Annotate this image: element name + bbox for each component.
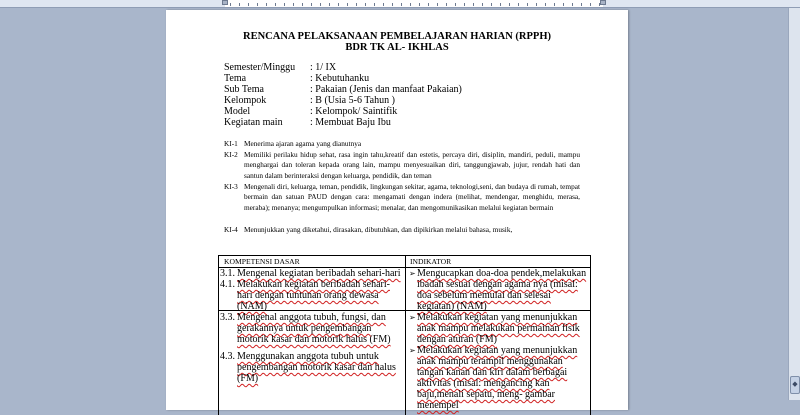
ruler-tick — [383, 3, 384, 6]
ruler-tick — [329, 3, 330, 6]
ruler-tick — [311, 3, 312, 6]
table-border — [590, 255, 591, 415]
info-label: Tema — [224, 73, 247, 84]
kd-item — [220, 268, 402, 279]
arrow-bullet-icon: ➢ — [409, 269, 416, 278]
table-border — [405, 255, 406, 415]
ruler-tick — [536, 3, 537, 6]
ruler-tick — [275, 3, 276, 6]
ruler-tick — [320, 3, 321, 6]
ruler-tick — [500, 3, 501, 6]
ruler-tick — [572, 3, 573, 6]
document-subtitle: BDR TK AL- IKHLAS — [345, 42, 449, 53]
kd-text: Menggunakan anggota tubuh untuk pengembangan motorik kasar dan halus (FM) — [237, 351, 396, 384]
info-row — [224, 117, 462, 128]
ruler-tick — [239, 3, 240, 6]
ruler-tick — [257, 3, 258, 6]
ruler-tick — [266, 3, 267, 6]
ruler-tick — [365, 3, 366, 6]
ki-code: KI-3 — [224, 182, 238, 191]
ruler-tick — [428, 3, 429, 6]
table-header-kd: KOMPETENSI DASAR — [224, 257, 300, 266]
ruler-tick — [284, 3, 285, 6]
indicator-text: Mengucapkan doa-doa pendek,melakukan ibadah sesuai dengan agama nya (misal: doa sebelum memulai dan selesai kegiatan) (NAM) — [417, 268, 587, 312]
ki-item — [224, 182, 580, 213]
kd-number: 4.3. — [220, 351, 235, 362]
ruler-tick — [509, 3, 510, 6]
kd-text: Melakukan kegiatan beribadah sehari-hari dengan tuntunan orang dewasa (NAM) — [237, 279, 390, 312]
ki-code: KI-2 — [224, 150, 238, 159]
ruler-tick — [599, 3, 600, 6]
ruler-tick — [347, 3, 348, 6]
info-value: : Membuat Baju Ibu — [310, 117, 391, 128]
ruler-tick — [248, 3, 249, 6]
left-indent-marker[interactable] — [222, 0, 228, 5]
ki-code: KI-4 — [224, 225, 238, 234]
info-value: : Kebutuhanku — [310, 73, 370, 84]
ki-text: Memiliki perilaku hidup sehat, rasa ingin tahu,kreatif dan estetis, percaya diri, disiplin, mandiri, peduli, mampu menghargai dan toleran kepada orang lain, mampu menyesuaikan diri, tanggungjawab, jujur, rendah hati dan santun dalam berinteraksi dengan keluarga, pendidik, dan teman — [244, 150, 580, 180]
info-label: Sub Tema — [224, 84, 264, 95]
horizontal-ruler[interactable] — [0, 0, 800, 8]
kd-text: Mengenal anggota tubuh, fungsi, dan gerakannya untuk pengembangan motorik kasar dan motorik halus (FM) — [237, 312, 391, 345]
ruler-tick — [446, 3, 447, 6]
ruler-tick — [581, 3, 582, 6]
kd-number: 3.3. — [220, 312, 235, 323]
ruler-tick — [554, 3, 555, 6]
ki-item — [224, 139, 580, 149]
ki-item — [224, 150, 580, 181]
indicator-text: Melakukan kegiatan yang menunjukkan anak mampu terampil menggunakan tangan kanan dan kiri dalam berbagai aktivitas (misal: mengancing kan baju,menali sepatu, meng- gambar menempel — [417, 345, 578, 411]
arrow-bullet-icon: ➢ — [409, 313, 416, 322]
ki-item — [224, 225, 580, 235]
ruler-tick — [527, 3, 528, 6]
kd-text: Mengenal kegiatan beribadah sehari-hari — [237, 268, 401, 279]
info-value: : Kelompok/ Saintifik — [310, 106, 398, 117]
info-block — [224, 62, 462, 128]
ruler-tick — [518, 3, 519, 6]
ki-text: Menerima ajaran agama yang dianutnya — [244, 139, 362, 148]
table-header-indicator: INDIKATOR — [410, 257, 452, 266]
ruler-tick — [545, 3, 546, 6]
kd-indicator-table — [218, 255, 591, 415]
ruler-tick — [482, 3, 483, 6]
document-page — [166, 10, 628, 410]
ruler-tick — [356, 3, 357, 6]
info-row — [224, 106, 462, 117]
kd-number: 4.1. — [220, 279, 235, 290]
ruler-tick — [464, 3, 465, 6]
ruler-tick — [437, 3, 438, 6]
scroll-thumb[interactable] — [790, 376, 800, 394]
vertical-scrollbar[interactable] — [788, 8, 800, 400]
info-value: : 1/ IX — [310, 62, 337, 73]
kd-item — [220, 351, 402, 384]
ruler-tick — [473, 3, 474, 6]
ruler-tick — [491, 3, 492, 6]
table-border — [218, 255, 219, 415]
ruler-tick — [293, 3, 294, 6]
ruler-tick — [419, 3, 420, 6]
ruler-tick — [338, 3, 339, 6]
ki-code: KI-1 — [224, 139, 238, 148]
info-label: Model — [224, 106, 251, 117]
indicator-item — [409, 268, 587, 312]
info-row — [224, 95, 462, 106]
info-value: : B (Usia 5-6 Tahun ) — [310, 95, 395, 106]
info-value: : Pakaian (Jenis dan manfaat Pakaian) — [310, 84, 462, 95]
info-label: Kelompok — [224, 95, 267, 106]
ruler-tick — [410, 3, 411, 6]
document-title: RENCANA PELAKSANAAN PEMBELAJARAN HARIAN (RPPH) — [242, 31, 551, 42]
info-row — [224, 62, 462, 73]
kd-item — [220, 279, 402, 312]
info-row — [224, 73, 462, 84]
ruler-active-area — [225, 0, 603, 7]
ruler-tick — [455, 3, 456, 6]
scroll-thumb-icon: ◆ — [792, 380, 798, 388]
info-label: Semester/Minggu — [224, 62, 296, 73]
info-row — [224, 84, 462, 95]
arrow-bullet-icon: ➢ — [409, 346, 416, 355]
ruler-tick — [302, 3, 303, 6]
info-label: Kegiatan main — [224, 117, 283, 128]
indicator-text: Melakukan kegiatan yang menunjukkan anak mampu melakukan permainan fisik dengan aturan (FM) — [417, 312, 580, 345]
ruler-tick — [392, 3, 393, 6]
ki-text: Menunjukkan yang diketahui, dirasakan, dibutuhkan, dan dipikirkan melalui bahasa, musik, — [244, 225, 513, 234]
indicator-item — [409, 312, 587, 345]
kd-number: 3.1. — [220, 268, 235, 279]
right-indent-marker[interactable] — [600, 0, 606, 5]
ruler-tick — [230, 3, 231, 6]
kd-item — [220, 312, 402, 345]
ruler-tick — [374, 3, 375, 6]
ruler-tick — [563, 3, 564, 6]
ruler-tick — [590, 3, 591, 6]
indicator-item — [409, 345, 587, 411]
ki-text: Mengenali diri, keluarga, teman, pendidik, lingkungan sekitar, agama, teknologi,seni, dan budaya di rumah, tempat bermain dan satuan PAUD dengan cara: mengamati dengan indera (melihat, mendengar, menghidu, merasa, meraba); menanya; mengumpulkan informasi; menalar, dan mengomunikasikan melalui kegiatan bermain — [244, 182, 580, 212]
ruler-tick — [401, 3, 402, 6]
